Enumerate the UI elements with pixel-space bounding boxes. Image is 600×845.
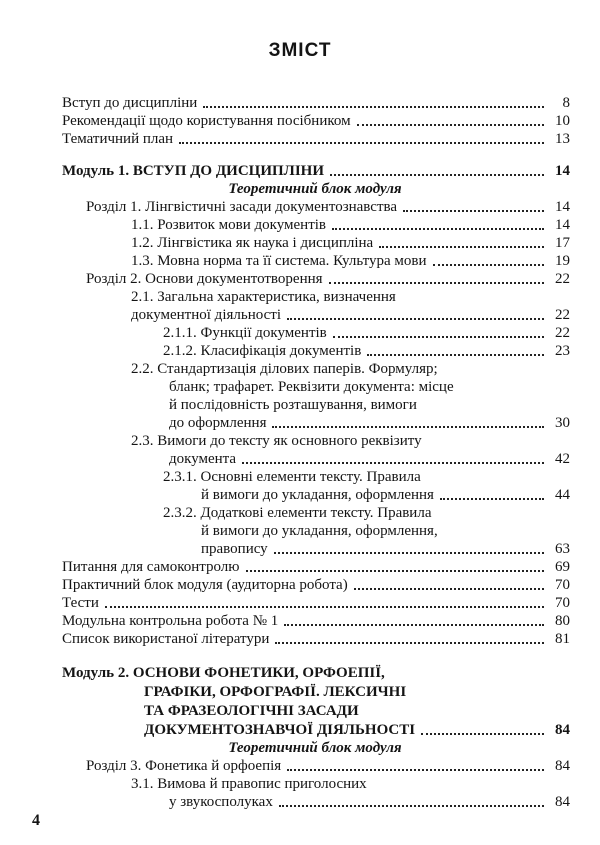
toc-entry-line: 3.1. Вимова й правопис приголосних	[131, 776, 367, 792]
toc-entry-page: 44	[555, 487, 570, 503]
toc-entry-page: 70	[555, 577, 570, 593]
toc-entry-page: 42	[555, 451, 570, 467]
toc-entry-page: 84	[555, 794, 570, 810]
toc-entry-text: у звукосполуках	[169, 794, 273, 810]
toc-entry-page: 22	[555, 325, 570, 341]
toc-module-1-title	[0, 162, 600, 180]
toc-entry-line: Модуль 2. ОСНОВИ ФОНЕТИКИ, ОРФОЕПІЇ,	[62, 665, 385, 681]
toc-entry-page: 13	[555, 131, 570, 147]
leader-dots	[272, 426, 544, 428]
leader-dots	[367, 354, 544, 356]
toc-module-2-title	[0, 664, 600, 739]
leader-dots	[274, 552, 544, 554]
toc-entry-page: 8	[562, 95, 570, 111]
leader-dots	[179, 142, 544, 144]
toc-entry-text: ДОКУМЕНТОЗНАВЧОЇ ДІЯЛЬНОСТІ	[144, 722, 416, 738]
toc-entry-text: Модуль 1. ВСТУП ДО ДИСЦИПЛІНИ	[62, 163, 325, 179]
toc-entry-page: 80	[555, 613, 570, 629]
toc-entry-self-control	[0, 558, 600, 576]
toc-entry-line: 2.3.2. Додаткові елементи тексту. Правила	[163, 505, 432, 521]
leader-dots	[403, 210, 544, 212]
toc-entry-text: 1.3. Мовна норма та її система. Культура мови	[131, 253, 427, 269]
toc-entry-text: документа	[169, 451, 237, 467]
leader-dots	[332, 228, 544, 230]
toc-entry-intro	[0, 94, 600, 112]
leader-dots	[279, 805, 544, 807]
toc-entry-line: ТА ФРАЗЕОЛОГІЧНІ ЗАСАДИ	[144, 703, 359, 719]
leader-dots	[284, 624, 544, 626]
toc-entry-line: й вимоги до укладання, оформлення,	[201, 523, 438, 539]
toc-entry-text: 1.2. Лінгвістика як наука і дисципліна	[131, 235, 374, 251]
toc-entry-1-2	[0, 234, 600, 252]
toc-entry-page: 70	[555, 595, 570, 611]
toc-entry-tests	[0, 594, 600, 612]
toc-entry-section-2	[0, 270, 600, 288]
toc-entry-line: 2.3. Вимоги до тексту як основного реквізиту	[131, 433, 422, 449]
toc-entry-text: Тести	[62, 595, 99, 611]
toc-entry-last-line	[131, 414, 570, 432]
toc-entry-text: 2.1.1. Функції документів	[163, 325, 327, 341]
leader-dots	[330, 174, 544, 176]
toc-entry-bibliography	[0, 630, 600, 648]
toc-entry-2-3	[0, 432, 600, 468]
toc-entry-2-1	[0, 288, 600, 324]
toc-entry-2-1-1	[0, 324, 600, 342]
table-of-contents	[0, 94, 600, 811]
toc-entry-thematic-plan	[0, 130, 600, 148]
leader-dots	[354, 588, 544, 590]
toc-entry-last-line	[163, 540, 570, 558]
toc-entry-page: 63	[555, 541, 570, 557]
toc-entry-last-line	[163, 486, 570, 504]
leader-dots	[379, 246, 544, 248]
toc-entry-text: правопису	[201, 541, 268, 557]
toc-entry-line: 2.2. Стандартизація ділових паперів. Формуляр;	[131, 361, 438, 377]
toc-entry-text: Рекомендації щодо користування посібником	[62, 113, 351, 129]
toc-entry-1-1	[0, 216, 600, 234]
toc-entry-section-1	[0, 198, 600, 216]
toc-entry-page: 22	[555, 271, 570, 287]
toc-entry-page: 22	[555, 307, 570, 323]
toc-entry-text: й вимоги до укладання, оформлення	[201, 487, 434, 503]
toc-entry-last-line	[62, 721, 570, 739]
toc-entry-last-line	[131, 793, 570, 811]
page-title: ЗМІСТ	[268, 40, 332, 61]
leader-dots	[440, 498, 544, 500]
leader-dots	[287, 769, 544, 771]
toc-entry-page: 14	[555, 199, 570, 215]
toc-entry-page: 10	[555, 113, 570, 129]
toc-entry-text: до оформлення	[169, 415, 267, 431]
toc-entry-page: 23	[555, 343, 570, 359]
toc-entry-text: Вступ до дисципліни	[62, 95, 198, 111]
toc-entry-last-line	[131, 450, 570, 468]
toc-entry-text: Тематичний план	[62, 131, 174, 147]
toc-entry-line: 2.3.1. Основні елементи тексту. Правила	[163, 469, 421, 485]
toc-entry-2-3-1	[0, 468, 600, 504]
toc-entry-last-line	[131, 306, 570, 324]
leader-dots	[421, 733, 544, 735]
leader-dots	[357, 124, 544, 126]
toc-entry-page: 81	[555, 631, 570, 647]
toc-entry-2-2	[0, 360, 600, 432]
leader-dots	[433, 264, 544, 266]
toc-entry-1-3	[0, 252, 600, 270]
toc-entry-text: Розділ 2. Основи документотворення	[86, 271, 323, 287]
toc-entry-text: Модульна контрольна робота № 1	[62, 613, 279, 629]
toc-entry-text: Розділ 3. Фонетика й орфоепія	[86, 758, 282, 774]
leader-dots	[275, 642, 544, 644]
block-heading: Теоретичний блок модуля	[228, 181, 402, 197]
toc-entry-text: 1.1. Розвиток мови документів	[131, 217, 326, 233]
toc-entry-text: 2.1.2. Класифікація документів	[163, 343, 362, 359]
toc-entry-2-3-2	[0, 504, 600, 558]
toc-entry-text: Список використаної літератури	[62, 631, 270, 647]
block-heading: Теоретичний блок модуля	[228, 740, 402, 756]
toc-entry-line: й послідовність розташування, вимоги	[169, 397, 417, 413]
toc-entry-control-work	[0, 612, 600, 630]
leader-dots	[287, 318, 544, 320]
leader-dots	[333, 336, 544, 338]
page-number: 4	[32, 812, 40, 829]
toc-entry-page: 17	[555, 235, 570, 251]
toc-entry-page: 14	[555, 217, 570, 233]
toc-entry-section-3	[0, 757, 600, 775]
toc-entry-3-1	[0, 775, 600, 811]
toc-entry-text: Питання для самоконтролю	[62, 559, 240, 575]
toc-entry-text: Розділ 1. Лінгвістичні засади документознавства	[86, 199, 398, 215]
toc-entry-text: Практичний блок модуля (аудиторна робота)	[62, 577, 348, 593]
leader-dots	[105, 606, 544, 608]
toc-entry-practical-block	[0, 576, 600, 594]
leader-dots	[246, 570, 544, 572]
toc-entry-line: 2.1. Загальна характеристика, визначення	[131, 289, 396, 305]
toc-entry-page: 30	[555, 415, 570, 431]
toc-entry-page: 14	[555, 163, 570, 179]
toc-entry-text: документної діяльності	[131, 307, 281, 323]
leader-dots	[329, 282, 544, 284]
leader-dots	[203, 106, 544, 108]
leader-dots	[242, 462, 544, 464]
toc-entry-page: 69	[555, 559, 570, 575]
toc-entry-recommendations	[0, 112, 600, 130]
toc-entry-page: 84	[555, 722, 570, 738]
toc-entry-line: бланк; трафарет. Реквізити документа: місце	[169, 379, 454, 395]
toc-entry-page: 19	[555, 253, 570, 269]
toc-entry-2-1-2	[0, 342, 600, 360]
toc-entry-page: 84	[555, 758, 570, 774]
toc-entry-line: ГРАФІКИ, ОРФОГРАФІЇ. ЛЕКСИЧНІ	[144, 684, 407, 700]
